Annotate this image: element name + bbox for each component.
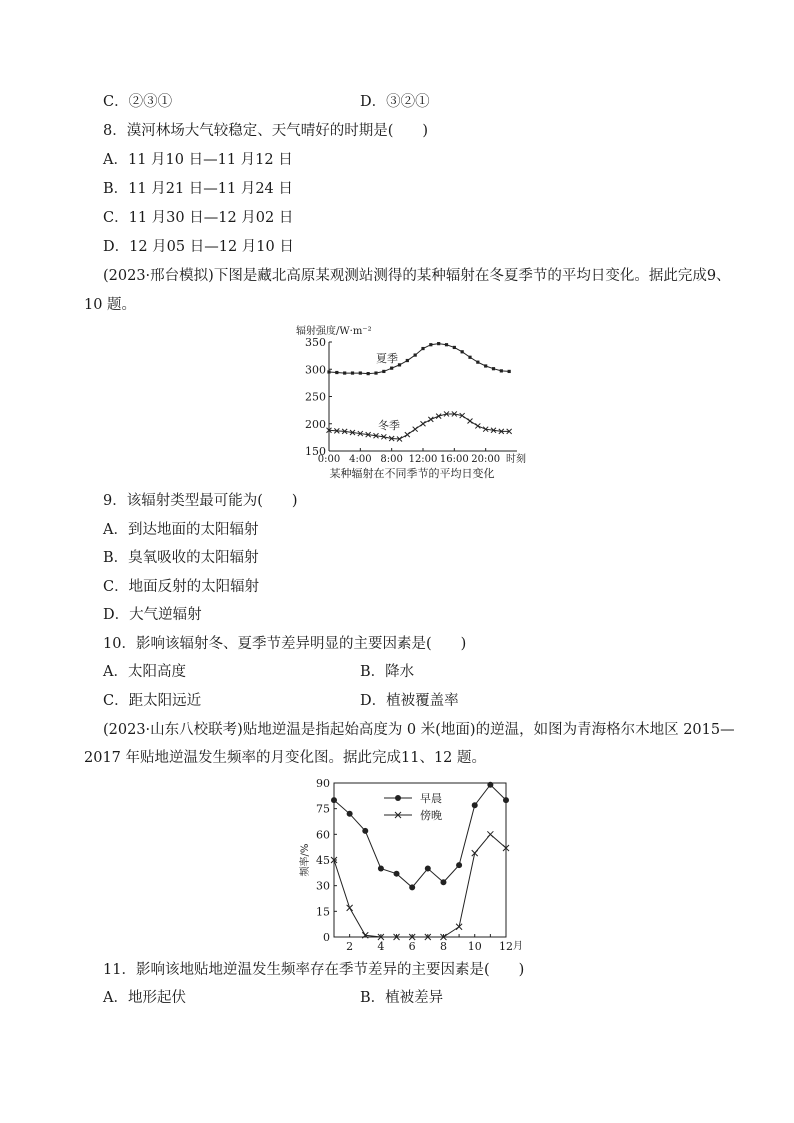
summer-point: [359, 371, 362, 374]
morning-point: [409, 884, 415, 890]
morning-point: [347, 811, 353, 817]
radiation-chart-caption: 某种辐射在不同季节的平均日变化: [329, 467, 495, 480]
evening-point: [487, 831, 493, 837]
y-tick-label: 300: [305, 363, 326, 377]
x-tick-label: 8: [439, 940, 447, 953]
summer-series-label: 夏季: [376, 352, 398, 365]
q7-option-c: C．②③①: [103, 94, 173, 110]
summer-point: [335, 371, 338, 374]
summer-point: [327, 370, 330, 373]
x-tick-label: 0:00: [317, 454, 341, 465]
summer-point: [492, 367, 495, 370]
x-tick-label: 8:00: [380, 454, 403, 465]
intro-11-12-line1: (2023·山东八校联考)贴地逆温是指起始高度为 0 米(地面)的逆温，如图为青海格尔木地区 2015—: [103, 722, 735, 738]
y-tick-label: 250: [305, 390, 326, 404]
winter-point: [468, 419, 473, 424]
y-tick-label: 0: [323, 931, 330, 944]
inversion-chart: [296, 774, 536, 954]
summer-point: [453, 346, 456, 349]
q10-option-b: B．降水: [360, 664, 415, 680]
q8-option-d: D．12 月05 日—12 月10 日: [103, 239, 294, 255]
summer-point: [484, 364, 487, 367]
q10-stem: 10．影响该辐射冬、夏季节差异明显的主要因素是( ): [103, 636, 467, 652]
morning-point: [503, 797, 509, 803]
x-tick-label: 4: [377, 940, 385, 953]
winter-point: [428, 417, 433, 422]
morning-point: [394, 871, 400, 877]
winter-point: [475, 423, 480, 428]
x-tick-label: 4:00: [349, 454, 372, 465]
inversion-chart-x-unit: 月: [513, 941, 523, 952]
summer-series-line: [329, 344, 509, 374]
q11-option-a: A．地形起伏: [103, 990, 186, 1006]
morning-point: [440, 879, 446, 885]
q9-stem: 9．该辐射类型最可能为( ): [103, 493, 298, 509]
evening-series-line: [334, 834, 506, 937]
summer-point: [343, 371, 346, 374]
intro-9-10-line2: 10 题。: [84, 297, 137, 313]
q9-option-d: D．大气逆辐射: [103, 607, 202, 623]
winter-series-line: [329, 414, 509, 439]
summer-point: [508, 370, 511, 373]
q7-option-d: D．③②①: [360, 94, 430, 110]
radiation-chart: [292, 318, 528, 484]
x-tick-label: 20:00: [471, 454, 501, 465]
q10-option-c: C．距太阳远近: [103, 693, 202, 709]
summer-point: [445, 343, 448, 346]
x-tick-label: 2: [346, 940, 354, 953]
winter-point: [413, 427, 418, 432]
intro-9-10-line1: (2023·邢台模拟)下图是藏北高原某观测站测得的某种辐射在冬夏季节的平均日变化。据此完成9、: [103, 268, 731, 284]
morning-point: [362, 828, 368, 834]
q10-option-a: A．太阳高度: [103, 664, 186, 680]
y-tick-label: 15: [316, 905, 330, 919]
legend-morning-label: 早晨: [420, 792, 442, 805]
x-tick-label: 6: [408, 940, 416, 953]
morning-point: [456, 862, 462, 868]
summer-point: [382, 370, 385, 373]
summer-point: [406, 359, 409, 362]
q9-option-b: B．臭氧吸收的太阳辐射: [103, 550, 259, 566]
y-tick-label: 75: [316, 802, 330, 816]
y-tick-label: 200: [305, 417, 326, 431]
y-tick-label: 30: [316, 879, 330, 893]
summer-point: [367, 372, 370, 375]
x-tick-label: 16:00: [439, 454, 469, 465]
summer-point: [351, 371, 354, 374]
summer-point: [414, 353, 417, 356]
summer-point: [374, 371, 377, 374]
summer-point: [429, 343, 432, 346]
y-tick-label: 45: [316, 854, 330, 867]
morning-point: [378, 866, 384, 872]
x-tick-label: 12: [499, 940, 513, 953]
summer-point: [398, 363, 401, 366]
q8-stem: 8．漠河林场大气较稳定、天气晴好的时期是( ): [103, 123, 429, 139]
q9-option-c: C．地面反射的太阳辐射: [103, 579, 260, 595]
intro-11-12-line2: 2017 年贴地逆温发生频率的月变化图。据此完成11、12 题。: [84, 750, 487, 766]
q10-option-d: D．植被覆盖率: [360, 693, 459, 709]
morning-point: [487, 782, 493, 788]
winter-point: [405, 432, 410, 437]
summer-point: [437, 342, 440, 345]
q11-stem: 11．影响该地贴地逆温发生频率存在季节差异的主要因素是( ): [103, 962, 525, 978]
radiation-chart-ylabel: 辐射强度/W·m⁻²: [296, 326, 372, 337]
y-tick-label: 90: [316, 777, 330, 790]
q8-option-b: B．11 月21 日—11 月24 日: [103, 181, 293, 197]
y-tick-label: 60: [316, 828, 330, 842]
x-tick-label: 10: [467, 940, 482, 953]
q11-option-b: B．植被差异: [360, 990, 444, 1006]
y-tick-label: 350: [305, 336, 326, 349]
q9-option-a: A．到达地面的太阳辐射: [103, 522, 259, 538]
winter-series-label: 冬季: [378, 419, 400, 432]
summer-point: [461, 350, 464, 353]
morning-point: [472, 802, 478, 808]
morning-point: [425, 866, 431, 872]
radiation-chart-x-unit: 时刻: [506, 454, 526, 465]
summer-point: [421, 347, 424, 350]
morning-point: [331, 797, 337, 803]
legend-evening-label: 傍晚: [420, 809, 442, 822]
summer-point: [390, 367, 393, 370]
summer-point: [468, 356, 471, 359]
summer-point: [500, 369, 503, 372]
x-tick-label: 12:00: [408, 454, 438, 465]
q8-option-a: A．11 月10 日—11 月12 日: [103, 152, 293, 168]
winter-point: [421, 421, 426, 426]
y-tick-label: 150: [305, 445, 326, 458]
summer-point: [476, 361, 479, 364]
inversion-chart-ylabel: 频率/%: [300, 843, 311, 877]
evening-point: [347, 905, 353, 911]
inversion-chart-frame: [334, 783, 506, 937]
q8-option-c: C．11 月30 日—12 月02 日: [103, 210, 294, 226]
